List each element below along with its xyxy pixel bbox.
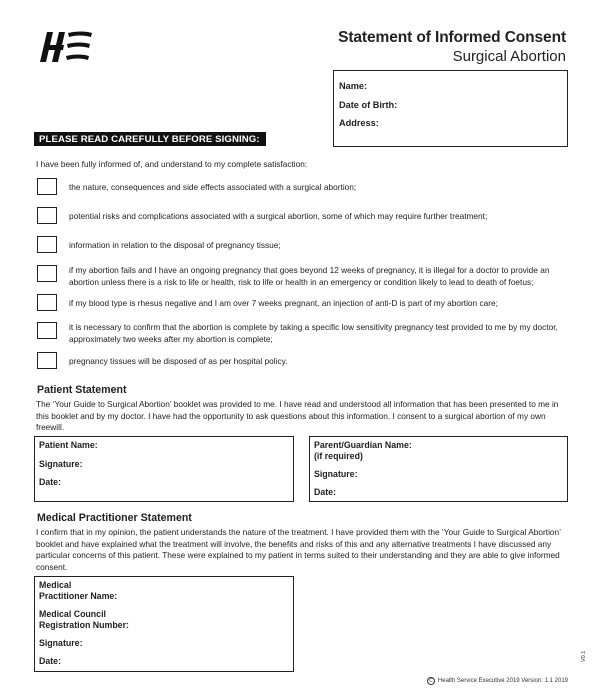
checklist-text: potential risks and complications associated with a surgical abortion, some of which may require further treatment; <box>69 211 488 221</box>
checkbox[interactable] <box>37 294 57 311</box>
medical-label: Medical <box>39 580 72 590</box>
checklist-text: the nature, consequences and side effects associated with a surgical abortion; <box>69 182 357 192</box>
guardian-name-label: Parent/Guardian Name: <box>314 440 412 450</box>
hse-logo <box>38 30 92 64</box>
practitioner-name-label: Practitioner Name: <box>39 591 118 601</box>
copyright-icon: C <box>427 677 435 685</box>
checklist-item <box>37 294 573 311</box>
checklist-text: it is necessary to confirm that the abortion is complete by taking a specific low sensitivity pregnancy test provided to me by my doctor, approximately two weeks after my abortion is complete; <box>69 322 558 344</box>
patient-id-box[interactable] <box>333 70 568 147</box>
practitioner-signature-label: Signature: <box>39 638 83 648</box>
checklist-item <box>37 352 573 369</box>
name-label: Name: <box>339 81 368 91</box>
checklist-item <box>37 265 573 288</box>
patient-statement-text: The ‘Your Guide to Surgical Abortion’ booklet was provided to me. I have read and understood all information that has been presented to me in this booklet and by my doctor. I have had the opportunity to ask questions about this information. I consent to a surgical abortion of my own freewill. <box>36 399 559 433</box>
practitioner-statement-heading: Medical Practitioner Statement <box>37 512 192 524</box>
guardian-signature-label: Signature: <box>314 469 358 479</box>
checklist-item <box>37 207 573 224</box>
guardian-signature-box[interactable] <box>309 436 568 502</box>
subtitle-text: Surgical Abortion <box>452 48 566 65</box>
practitioner-statement-text: I confirm that in my opinion, the patient understands the nature of the treatment. I have provided them with the ‘Your Guide to Surgical Abortion’ booklet and have explained what the treatment will involve, the benefits and risks of this and any alternative treatments I have discussed any particular concerns of this patient. These were explained to my patient in terms suited to their understanding and they are able to give informed consent. <box>36 527 561 572</box>
footer-text: Health Service Executive 2019 Version: 1.1 2019 <box>437 678 568 684</box>
practitioner-signature-box[interactable] <box>34 576 294 672</box>
patient-signature-box[interactable] <box>34 436 294 502</box>
patient-name-label: Patient Name: <box>39 440 98 450</box>
checklist-item <box>37 236 573 253</box>
registration-number-label: Registration Number: <box>39 620 129 630</box>
checklist-item <box>37 322 573 345</box>
checklist-text: if my abortion fails and I have an ongoing pregnancy that goes beyond 12 weeks of pregnancy, it is illegal for a doctor to provide an abortion unless there is a risk to life or health, risk to life or health in an emergency or condition likely to lead to death of foetus; <box>69 265 550 287</box>
document-title <box>338 28 566 66</box>
checklist-text: if my blood type is rhesus negative and I am over 7 weeks pregnant, an injection of anti-D is part of my abortion care; <box>69 298 498 308</box>
checkbox[interactable] <box>37 236 57 253</box>
checkbox[interactable] <box>37 322 57 339</box>
checkbox[interactable] <box>37 352 57 369</box>
checkbox[interactable] <box>37 207 57 224</box>
practitioner-date-label: Date: <box>39 656 61 666</box>
dob-label: Date of Birth: <box>339 99 398 110</box>
checklist-text: information in relation to the disposal of pregnancy tissue; <box>69 240 281 250</box>
read-carefully-banner: PLEASE READ CAREFULLY BEFORE SIGNING: <box>34 132 266 146</box>
patient-signature-label: Signature: <box>39 459 83 469</box>
checkbox[interactable] <box>37 265 57 282</box>
footer <box>427 677 568 685</box>
medical-council-label: Medical Council <box>39 609 106 619</box>
address-label: Address: <box>339 118 379 128</box>
patient-statement-heading: Patient Statement <box>37 384 127 396</box>
title-text: Statement of Informed Consent <box>338 29 566 46</box>
guardian-required-note: (if required) <box>314 451 363 461</box>
checklist-item <box>37 178 573 195</box>
checkbox[interactable] <box>37 178 57 195</box>
patient-date-label: Date: <box>39 477 61 487</box>
checklist-text: pregnancy tissues will be disposed of as per hospital policy. <box>69 356 288 366</box>
version-code: V0.1 <box>581 650 587 662</box>
intro-text: I have been fully informed of, and understand to my complete satisfaction: <box>36 159 308 169</box>
guardian-date-label: Date: <box>314 487 336 497</box>
